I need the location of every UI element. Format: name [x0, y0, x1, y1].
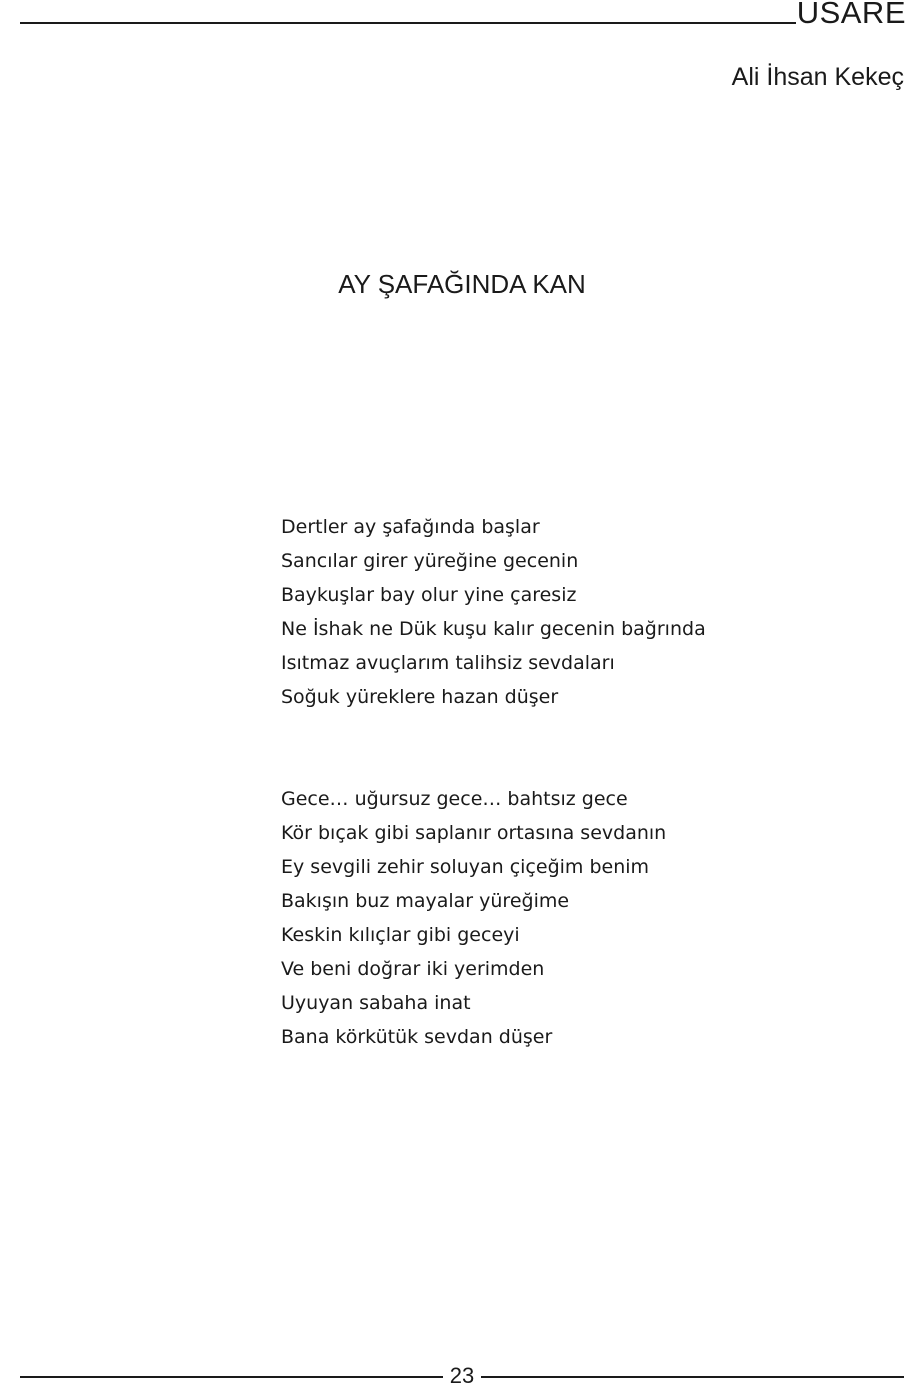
- stanza-1: [281, 510, 706, 714]
- stanza-2: [281, 782, 666, 1054]
- verse-line: Ve beni doğrar iki yerimden: [281, 958, 545, 980]
- poem-title: AY ŞAFAĞINDA KAN: [338, 269, 586, 299]
- footer-rule-right: [481, 1376, 904, 1378]
- verse-line: Ey sevgili zehir soluyan çiçeğim benim: [281, 856, 650, 878]
- header-rule: [20, 22, 796, 24]
- verse-line: Keskin kılıçlar gibi geceyi: [281, 924, 520, 946]
- verse-line: Sancılar girer yüreğine gecenin: [281, 550, 579, 572]
- verse-line: Kör bıçak gibi saplanır ortasına sevdanın: [281, 822, 667, 844]
- footer-rule-left: [20, 1376, 443, 1378]
- verse-line: Soğuk yüreklere hazan düşer: [281, 686, 559, 708]
- verse-line: Bana körkütük sevdan düşer: [281, 1026, 553, 1048]
- verse-line: Dertler ay şafağında başlar: [281, 516, 540, 538]
- verse-line: Bakışın buz mayalar yüreğime: [281, 890, 570, 912]
- verse-line: Ne İshak ne Dük kuşu kalır gecenin bağrında: [281, 618, 706, 640]
- verse-line: Gece… uğursuz gece… bahtsız gece: [281, 788, 628, 810]
- verse-line: Baykuşlar bay olur yine çaresiz: [281, 584, 577, 606]
- verse-line: Isıtmaz avuçlarım talihsiz sevdaları: [281, 652, 615, 674]
- journal-name: USARE: [796, 0, 906, 30]
- page-number: 23: [449, 1363, 475, 1388]
- verse-line: Uyuyan sabaha inat: [281, 992, 471, 1014]
- author-name: Ali İhsan Kekeç: [731, 63, 904, 91]
